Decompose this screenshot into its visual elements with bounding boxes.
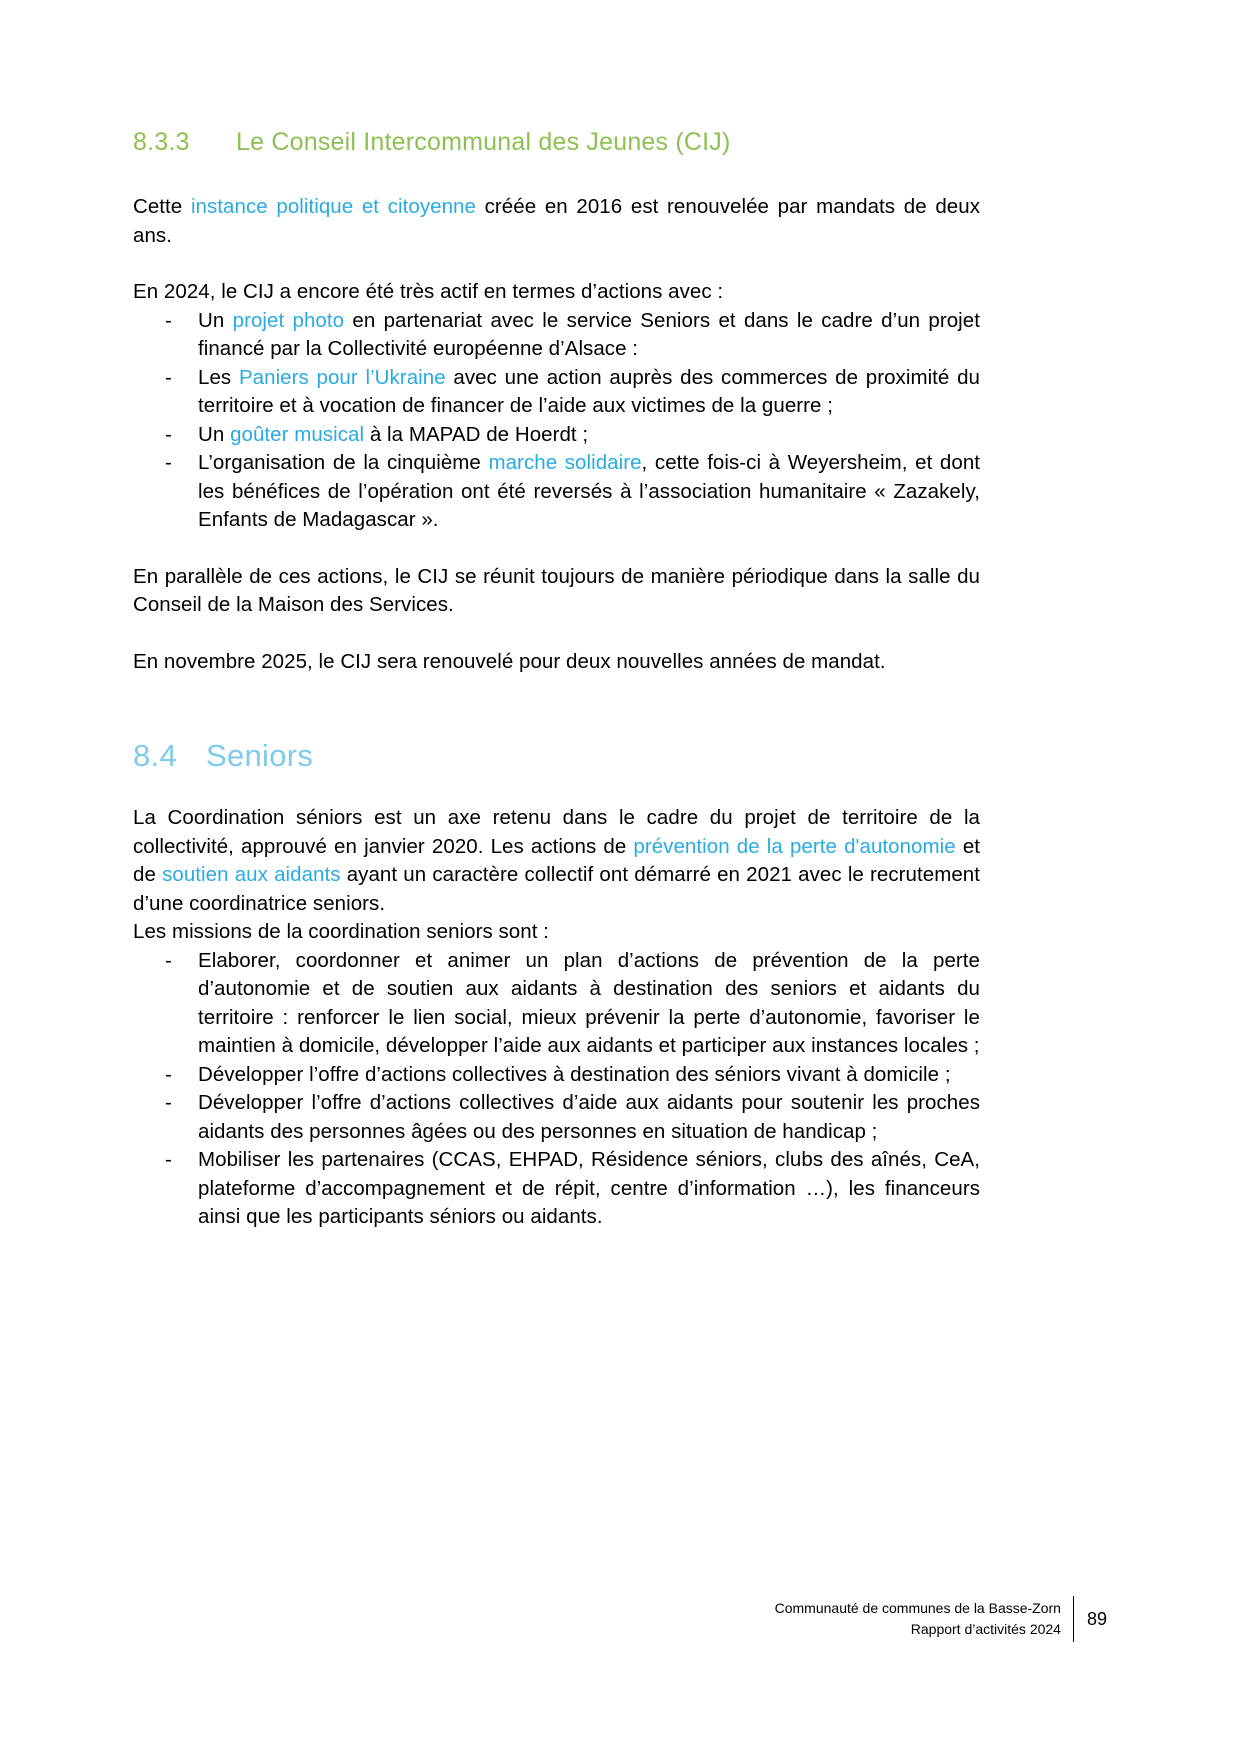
paragraph-seniors-part-c: ayant un caractère collectif ont démarré en 2021 avec le recrutement d’une coordinatrice seniors. [133,863,980,915]
highlight-soutien-aux-aidants: soutien aux aidants [162,863,341,886]
list-dash-marker: - [165,308,172,332]
highlight-marche-solidaire: marche solidaire [488,451,642,474]
highlight-gouter-musical: goûter musical [230,422,365,446]
paragraph-cij-intro [133,193,980,250]
list-item-post: à la MAPAD de Hoerdt ; [364,422,589,446]
paragraph-cij-intro-post: créée en 2016 est renouvelée par mandats de deux ans. [133,195,980,247]
list-item-pre: Un [198,308,233,332]
footer-text-block [775,1598,1073,1640]
list-item-text: Développer l’offre d’actions collectives à destination des séniors vivant à domicile ; [198,1062,951,1086]
paragraph-seniors-missions-lead: Les missions de la coordination seniors sont : [133,920,549,943]
paragraph-seniors-intro [133,804,980,918]
list-dash-marker: - [165,948,172,972]
list-item [133,1089,980,1146]
footer-report-title: Rapport d’activités 2024 [910,1621,1061,1637]
paragraph-seniors-part-b: et de [133,834,981,886]
page-footer [775,1596,1107,1642]
list-item-text: Elaborer, coordonner et animer un plan d’actions de prévention de la perte d’autonomie et de soutien aux aidants à destination des seniors et aidants du territoire : renforcer le lien social, mieux prévenir la perte d’autonomie, favoriser le maintien à domicile, développer l’aide aux aidants et participer aux instances locales ; [198,948,980,1057]
list-dash-marker: - [165,1148,172,1171]
list-item [133,1146,980,1232]
paragraph-seniors-part-a: La Coordination séniors est un axe retenu dans le cadre du projet de territoire de la collectivité, approuvé en janvier 2020. Les actions de [133,806,980,858]
heading-8-4-number: 8.4 [133,738,177,773]
list-dash-marker: - [165,365,172,389]
footer-organization: Communauté de communes de la Basse-Zorn [774,1600,1061,1616]
list-item-text: Mobiliser les partenaires (CCAS, EHPAD, Résidence séniors, clubs des aînés, CeA, plateforme d’accompagnement et de répit, centre d’information …), les financeurs ainsi que les participants séniors ou aidants. [198,1148,980,1228]
list-item-text: Développer l’offre d’actions collectives d’aide aux aidants pour soutenir les proches aidants des personnes âgées ou des personnes en situation de handicap ; [198,1091,980,1143]
list-dash-marker: - [165,422,172,446]
list-item-pre: Les [198,365,239,389]
list-cij-actions [133,307,980,535]
list-item [133,307,980,364]
heading-8-3-3 [133,128,980,157]
list-dash-marker: - [165,1062,172,1086]
heading-8-4-title: Seniors [206,738,314,773]
highlight-projet-photo: projet photo [232,308,345,332]
paragraph-cij-parallele: En parallèle de ces actions, le CIJ se réunit toujours de manière périodique dans la salle du Conseil de la Maison des Services. [133,564,980,616]
highlight-prevention-perte-autonomie: prévention de la perte d'autonomie [633,834,956,858]
list-seniors-missions [133,947,980,1232]
heading-8-4 [133,738,980,774]
highlight-instance-politique: instance politique et citoyenne [190,195,476,218]
list-item-pre: L’organisation de la cinquième [198,451,489,474]
list-item-post: avec une action auprès des commerces de proximité du territoire et à vocation de financer de l’aide aux victimes de la guerre ; [198,365,980,417]
page-number: 89 [1086,1608,1107,1629]
list-item-post: en partenariat avec le service Seniors et dans le cadre d’un projet financé par la Collectivité européenne d’Alsace : [198,308,980,360]
list-item-pre: Un [198,422,231,446]
list-item [133,421,980,450]
page-content [133,128,980,1232]
list-item [133,947,980,1061]
paragraph-cij-lead: En 2024, le CIJ a encore été très actif en termes d’actions avec : [133,280,724,303]
highlight-paniers-ukraine: Paniers pour l’Ukraine [238,365,446,389]
paragraph-cij-intro-pre: Cette [133,195,191,218]
list-item-post: , cette fois-ci à Weyersheim, et dont les bénéfices de l’opération ont été reversés à l’association humanitaire « Zazakely, Enfants de Madagascar ». [198,451,981,531]
heading-8-3-3-number: 8.3.3 [133,128,190,156]
list-item [133,364,980,421]
list-dash-marker: - [165,451,172,474]
list-item [133,449,980,535]
paragraph-cij-novembre: En novembre 2025, le CIJ sera renouvelé pour deux nouvelles années de mandat. [133,649,886,673]
list-dash-marker: - [165,1091,172,1114]
heading-8-3-3-title: Le Conseil Intercommunal des Jeunes (CIJ) [236,128,731,156]
list-item [133,1061,980,1090]
